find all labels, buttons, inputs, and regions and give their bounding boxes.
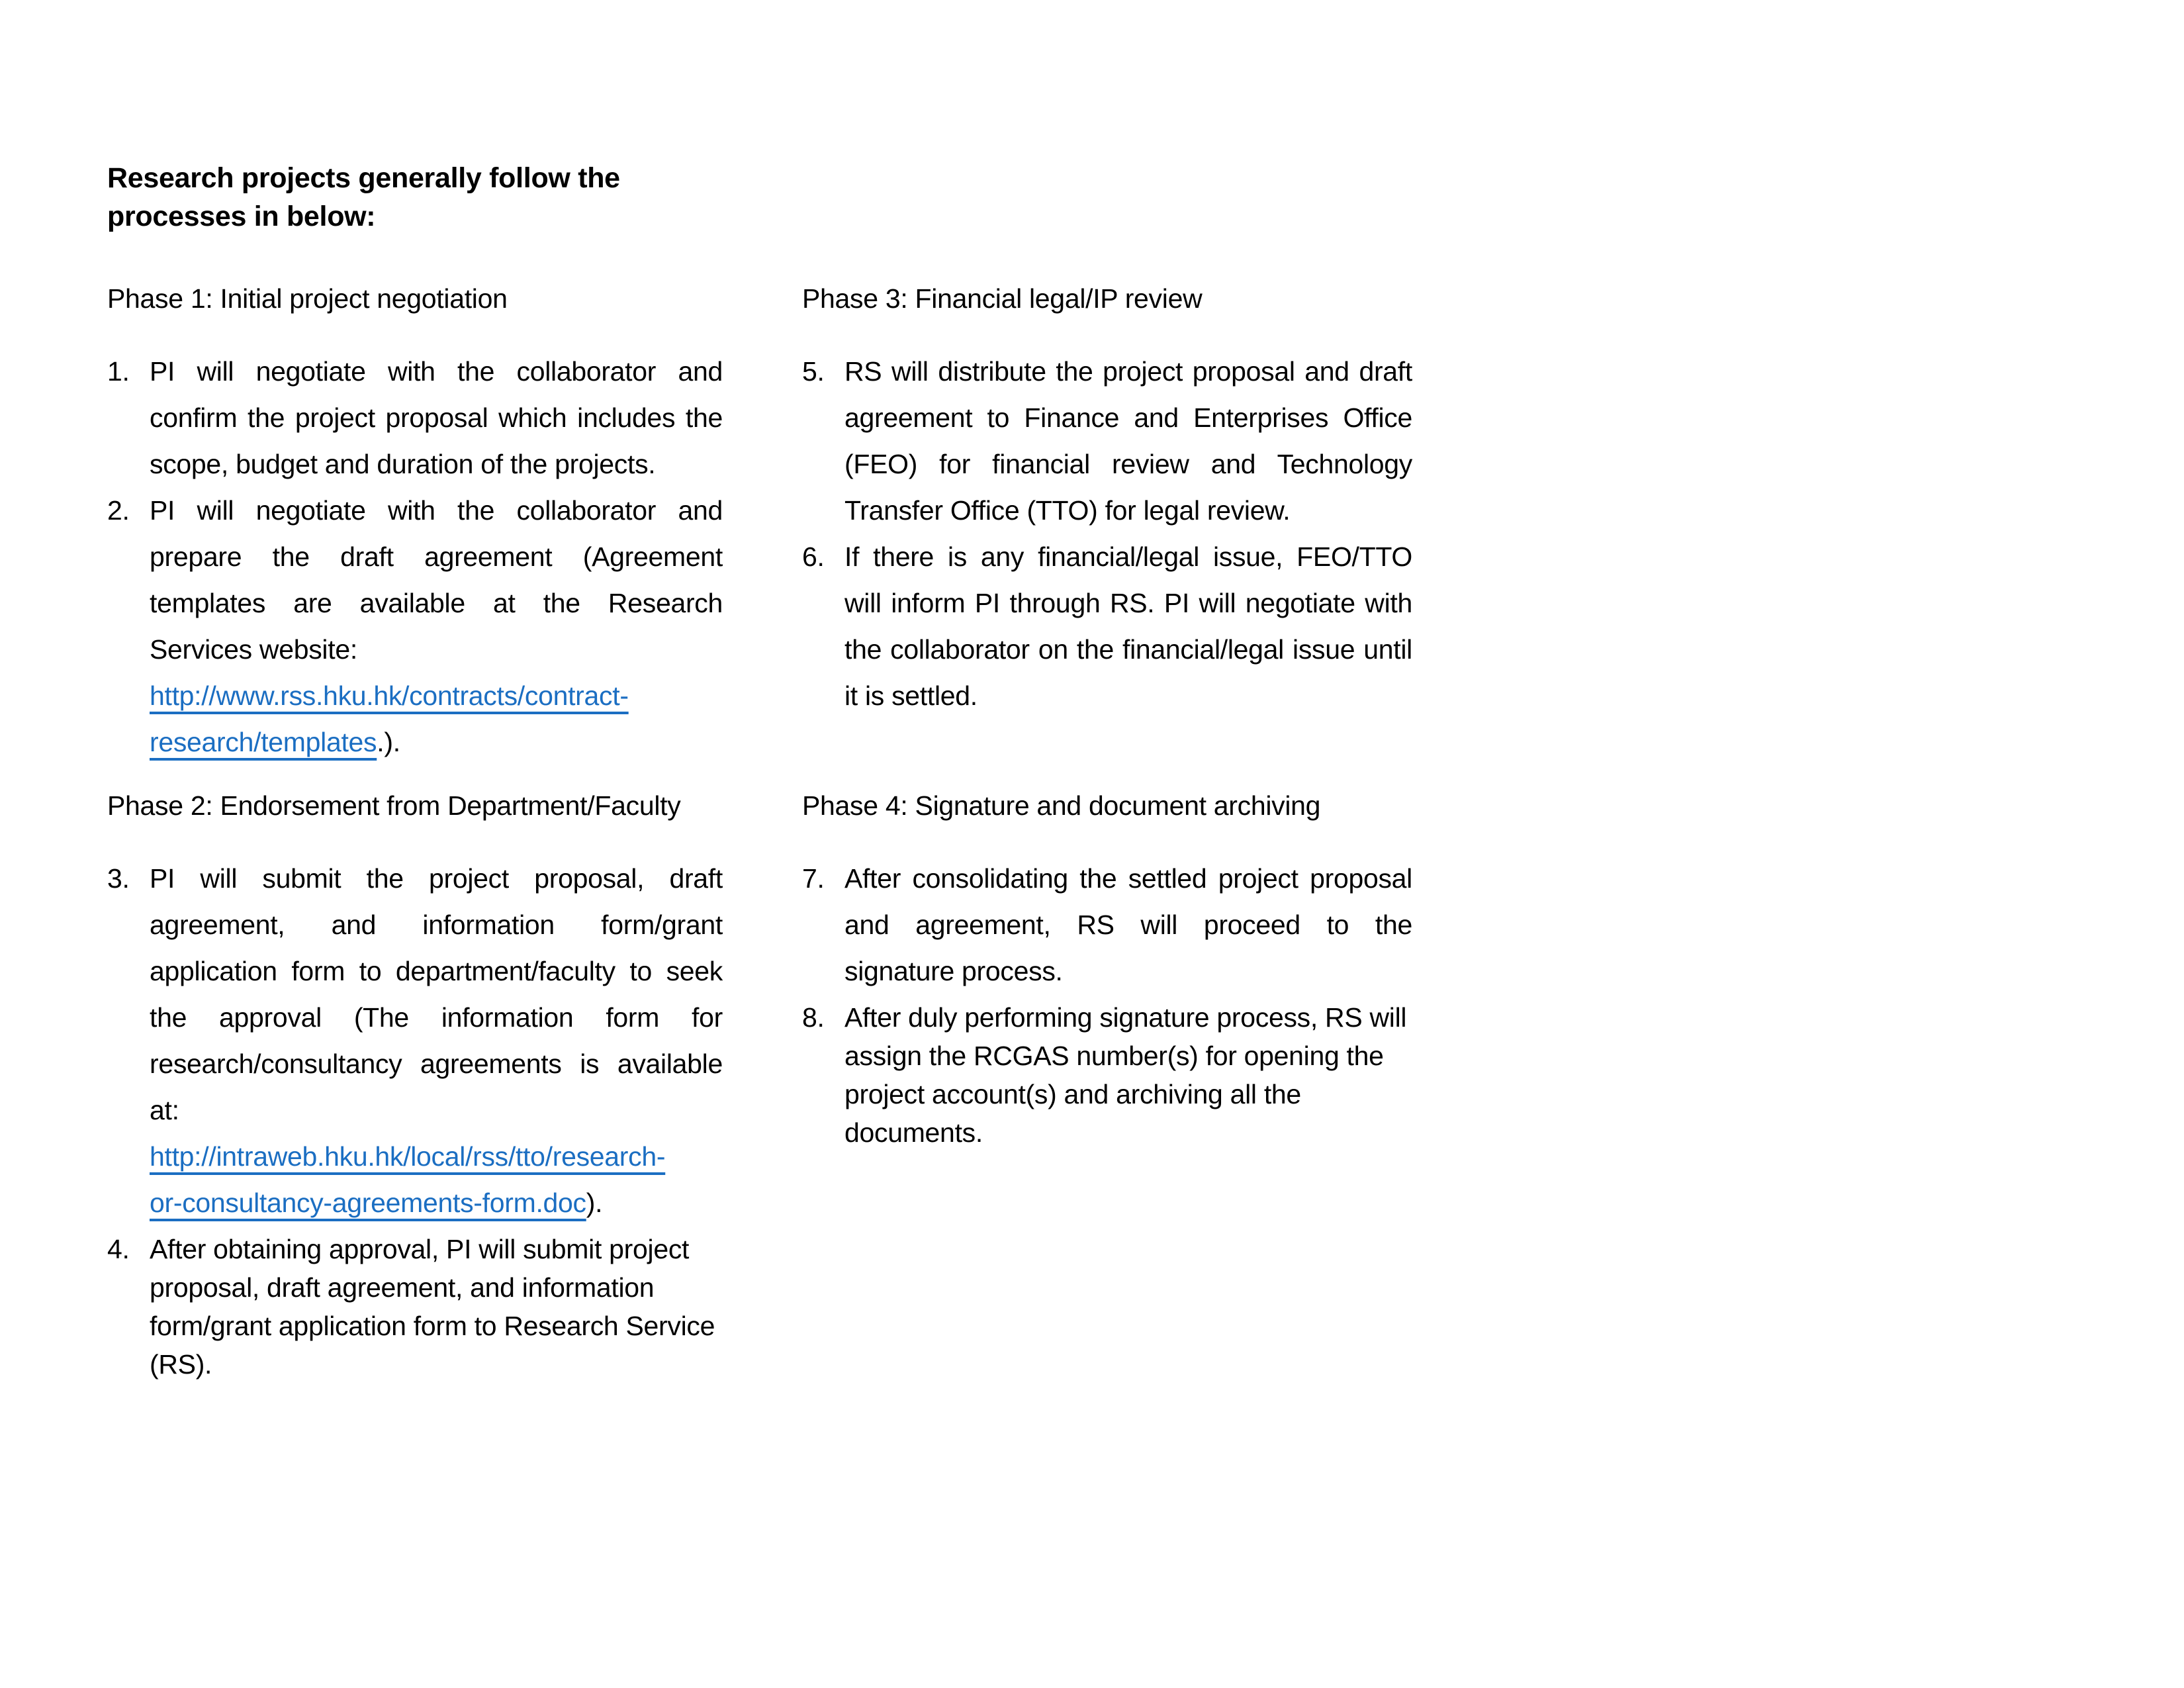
- numbered-list: [802, 348, 1412, 719]
- item-number: 2.: [107, 495, 130, 526]
- text-run: PI will submit the project proposal, draft agreement, and information form/grant application form to department/faculty to seek the approval (The information form for research/consultancy agreements is available at:: [150, 863, 723, 1125]
- text-run: After consolidating the settled project proposal and agreement, RS will proceed to the signature process.: [844, 863, 1412, 986]
- text-run: After obtaining approval, PI will submit project proposal, draft agreement, and information form/grant application form to Research Service (RS).: [150, 1234, 715, 1380]
- item-number: 3.: [107, 863, 130, 894]
- left-column: [107, 0, 723, 1383]
- phase-section: [802, 782, 1412, 1152]
- page-title-line2: processes in below:: [107, 201, 376, 232]
- hyperlink[interactable]: or-consultancy-agreements-form.doc: [150, 1188, 586, 1218]
- item-text: [844, 534, 1412, 719]
- numbered-list: [107, 855, 723, 1383]
- page-title-line1: Research projects generally follow the: [107, 162, 620, 194]
- phase-title: Phase 2: Endorsement from Department/Faculty: [107, 790, 681, 821]
- item-number: 7.: [802, 863, 825, 894]
- item-text: [844, 998, 1412, 1152]
- text-run: .).: [377, 727, 400, 757]
- hyperlink[interactable]: http://intraweb.hku.hk/local/rss/tto/research-: [150, 1141, 666, 1172]
- list-item: [107, 855, 723, 1226]
- item-number: 6.: [802, 541, 825, 572]
- page-title: [107, 0, 723, 236]
- list-item: [802, 348, 1412, 534]
- list-item: [802, 998, 1412, 1152]
- list-item: [107, 348, 723, 487]
- text-run: RS will distribute the project proposal and draft agreement to Finance and Enterprises Office (FEO) for financial review and Technology Transfer Office (TTO) for legal review.: [844, 356, 1412, 526]
- list-item: [107, 487, 723, 765]
- list-item: [802, 534, 1412, 719]
- phase-title: Phase 3: Financial legal/IP review: [802, 283, 1203, 314]
- item-text: [844, 348, 1412, 534]
- right-column: [802, 0, 1412, 1152]
- text-run: If there is any financial/legal issue, FEO/TTO will inform PI through RS. PI will negotiate with the collaborator on the financial/legal issue until it is settled.: [844, 541, 1412, 711]
- text-run: After duly performing signature process, RS will assign the RCGAS number(s) for opening the project account(s) and archiving all the documents.: [844, 1002, 1407, 1148]
- item-text: [150, 1230, 723, 1383]
- hyperlink[interactable]: http://www.rss.hku.hk/contracts/contract-: [150, 680, 629, 711]
- numbered-list: [802, 855, 1412, 1152]
- text-run: PI will negotiate with the collaborator and confirm the project proposal which includes the scope, budget and duration of the projects.: [150, 356, 723, 479]
- phase-section: [802, 275, 1412, 719]
- item-text: [150, 855, 723, 1226]
- list-item: [107, 1230, 723, 1383]
- item-number: 1.: [107, 356, 130, 387]
- text-run: PI will negotiate with the collaborator and prepare the draft agreement (Agreement templates are available at the Research Services website:: [150, 495, 723, 665]
- item-text: [844, 855, 1412, 994]
- phase-title: Phase 1: Initial project negotiation: [107, 283, 508, 314]
- numbered-list: [107, 348, 723, 765]
- text-run: ).: [586, 1188, 603, 1218]
- hyperlink[interactable]: research/templates: [150, 727, 377, 757]
- item-number: 5.: [802, 356, 825, 387]
- item-text: [150, 348, 723, 487]
- item-number: 8.: [802, 1002, 825, 1033]
- phase-section: [107, 275, 723, 765]
- phase-title: Phase 4: Signature and document archiving: [802, 790, 1321, 821]
- item-number: 4.: [107, 1234, 130, 1264]
- list-item: [802, 855, 1412, 994]
- phase-section: [107, 782, 723, 1383]
- item-text: [150, 487, 723, 765]
